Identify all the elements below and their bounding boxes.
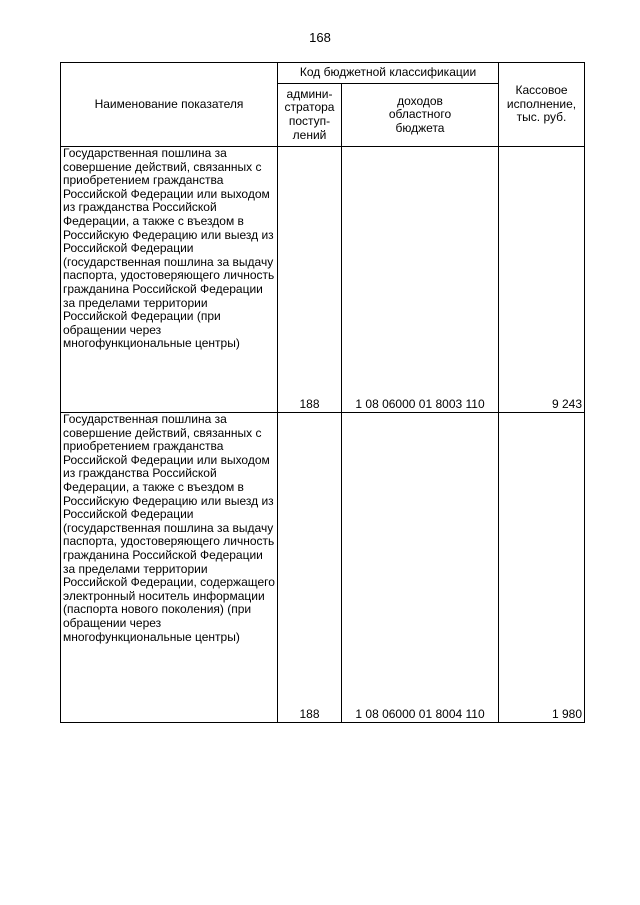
budget-table xyxy=(60,62,585,723)
row-budget-code: 1 08 06000 01 8003 110 xyxy=(342,147,499,413)
row-budget-code: 1 08 06000 01 8004 110 xyxy=(342,413,499,723)
row-indicator-name: Государственная пошлина за совершение действий, связанных с приобретением гражданства Российской Федерации или выходом из гражданства Российской Федерации, а также с въездом в Российскую Федерацию или выезд из Российской Федерации (государственная пошлина за выдачу паспорта, удостоверяющего личность гражданина Российской Федерации за пределами территории Российской Федерации, содержащего электронный носитель информации (паспорта нового поколения) (при обращении через многофункциональные центры) xyxy=(61,413,278,723)
row-cash-execution: 1 980 xyxy=(499,413,585,723)
page-number: 168 xyxy=(309,30,331,45)
table-row xyxy=(61,413,585,723)
header-regional-income-line-2: областного xyxy=(388,107,452,122)
header-indicator-name: Наименование показателя xyxy=(61,63,278,147)
header-administrator-line-3: поступ- xyxy=(288,114,331,128)
header-budget-code-group: Код бюджетной классификации xyxy=(278,63,499,84)
header-administrator-line-1: админи- xyxy=(286,86,333,101)
header-administrator-line-4: лений xyxy=(292,127,327,142)
header-regional-income-line-1: доходов xyxy=(397,93,443,108)
row-administrator-code: 188 xyxy=(278,413,342,723)
header-cash-execution xyxy=(499,63,585,147)
header-regional-income-line-3: бюджета xyxy=(395,120,445,135)
header-row-1 xyxy=(61,63,585,84)
header-cash-execution-line-1: Кассовое xyxy=(515,83,568,98)
table-row xyxy=(61,147,585,413)
header-regional-income xyxy=(342,84,499,147)
row-cash-execution: 9 243 xyxy=(499,147,585,413)
header-administrator-line-2: стратора xyxy=(284,100,335,115)
header-administrator xyxy=(278,84,342,147)
header-cash-execution-line-2: исполнение, xyxy=(506,96,577,111)
row-indicator-name: Государственная пошлина за совершение действий, связанных с приобретением гражданства Российской Федерации или выходом из гражданства Российской Федерации, а также с въездом в Российскую Федерацию или выезд из Российской Федерации (государственная пошлина за выдачу паспорта, удостоверяющего личность гражданина Российской Федерации за пределами территории Российской Федерации (при обращении через многофункциональные центры) xyxy=(61,147,278,413)
header-cash-execution-line-3: тыс. руб. xyxy=(516,110,567,125)
row-administrator-code: 188 xyxy=(278,147,342,413)
